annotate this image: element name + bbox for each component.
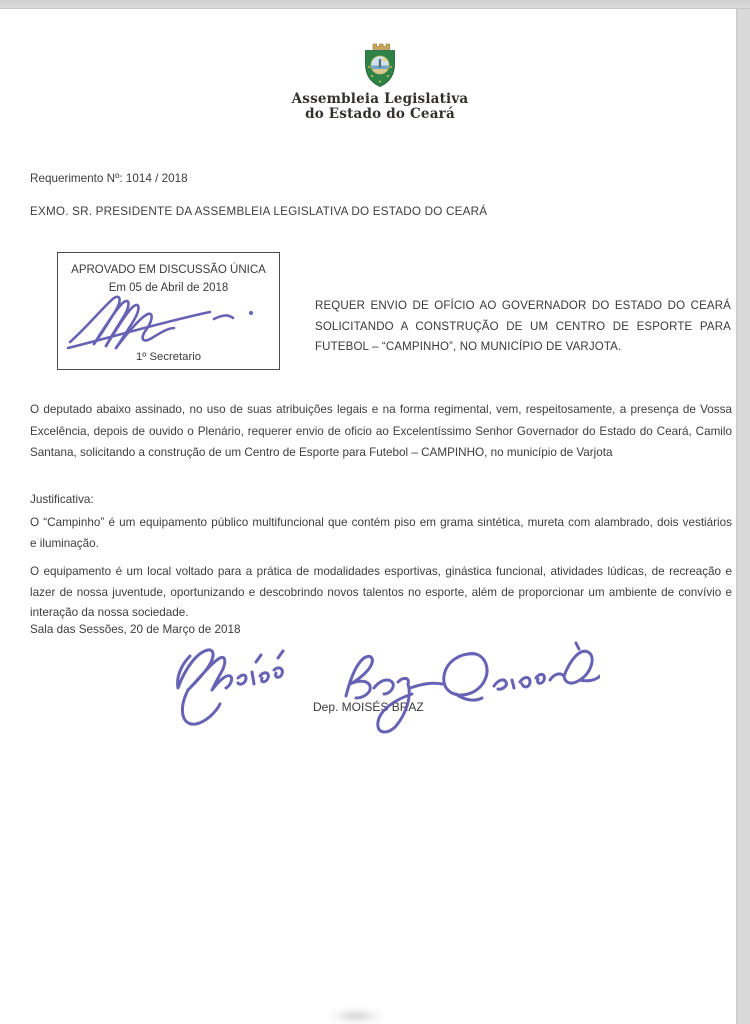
place-date-line: Sala das Sessões, 20 de Março de 2018	[30, 623, 241, 636]
text-line: Santana, solicitando a construção de um Centro de Esporte para Futebol – CAMPINHO, no município de Varjota	[30, 446, 613, 459]
text-line: SOLICITANDO A CONSTRUÇÃO DE UM CENTRO DE ESPORTE PARA	[315, 320, 731, 333]
scan-edge-top	[0, 0, 750, 9]
subject-block	[315, 296, 731, 358]
justification-paragraph-2	[30, 562, 732, 624]
justification-label: Justificativa:	[30, 493, 94, 506]
secretary-signature-icon	[62, 291, 277, 355]
crest-crown	[373, 44, 390, 50]
text-line: REQUER ENVIO DE OFÍCIO AO GOVERNADOR DO ESTADO DO CEARÁ	[315, 300, 731, 312]
text-line: lazer de nossa juventude, oportunizando e descobrindo novos talentos no esporte, além de proporcionar um ambiente de convívio e	[30, 585, 732, 599]
page-bottom-smudge	[328, 1008, 384, 1024]
scan-edge-right	[736, 0, 750, 1024]
ceara-coat-of-arms-icon	[360, 40, 400, 90]
org-name-line1: Assembleia Legislativa	[291, 91, 469, 107]
org-name	[180, 92, 580, 121]
text-line: O deputado abaixo assinado, no uso de suas atribuições legais e na forma regimental, vem, respeitosamente, a presença de Vossa	[30, 403, 732, 416]
approval-status-line: APROVADO EM DISCUSSÃO ÚNICA	[71, 264, 266, 276]
body-paragraph	[30, 399, 732, 464]
text-line: FUTEBOL – “CAMPINHO”, NO MUNICÍPIO DE VARJOTA.	[315, 341, 622, 353]
text-line: O equipamento é um local voltado para a prática de modalidades esportivas, ginástica funcional, atividades lúdicas, de recreação e	[30, 565, 732, 578]
justification-paragraph-1	[30, 513, 732, 554]
text-line: O “Campinho” é um equipamento público multifuncional que contém piso em grama sintética, mureta com alambrado, dois vestiários	[30, 516, 732, 529]
deputy-signature-icon	[160, 636, 600, 741]
text-line: e iluminação.	[30, 536, 99, 550]
requerimento-number: Requerimento Nº: 1014 / 2018	[30, 172, 188, 185]
text-line: Excelência, depois de ouvido o Plenário, requerer envio de oficio ao Excelentíssimo Senhor Governador do Estado do Ceará, Camilo	[30, 424, 732, 438]
approval-date-line: Em 05 de Abril de 2018	[108, 282, 229, 294]
text-line: interação da nossa sociedade.	[30, 606, 189, 619]
org-name-line2: do Estado do Ceará	[305, 105, 455, 122]
deputy-name: Dep. MOISÉS BRAZ	[313, 700, 424, 714]
approval-stamp-box	[57, 252, 280, 370]
secretary-role-label: 1º Secretario	[135, 351, 202, 363]
addressee-line: EXMO. SR. PRESIDENTE DA ASSEMBLEIA LEGISLATIVA DO ESTADO DO CEARÁ	[30, 205, 488, 218]
